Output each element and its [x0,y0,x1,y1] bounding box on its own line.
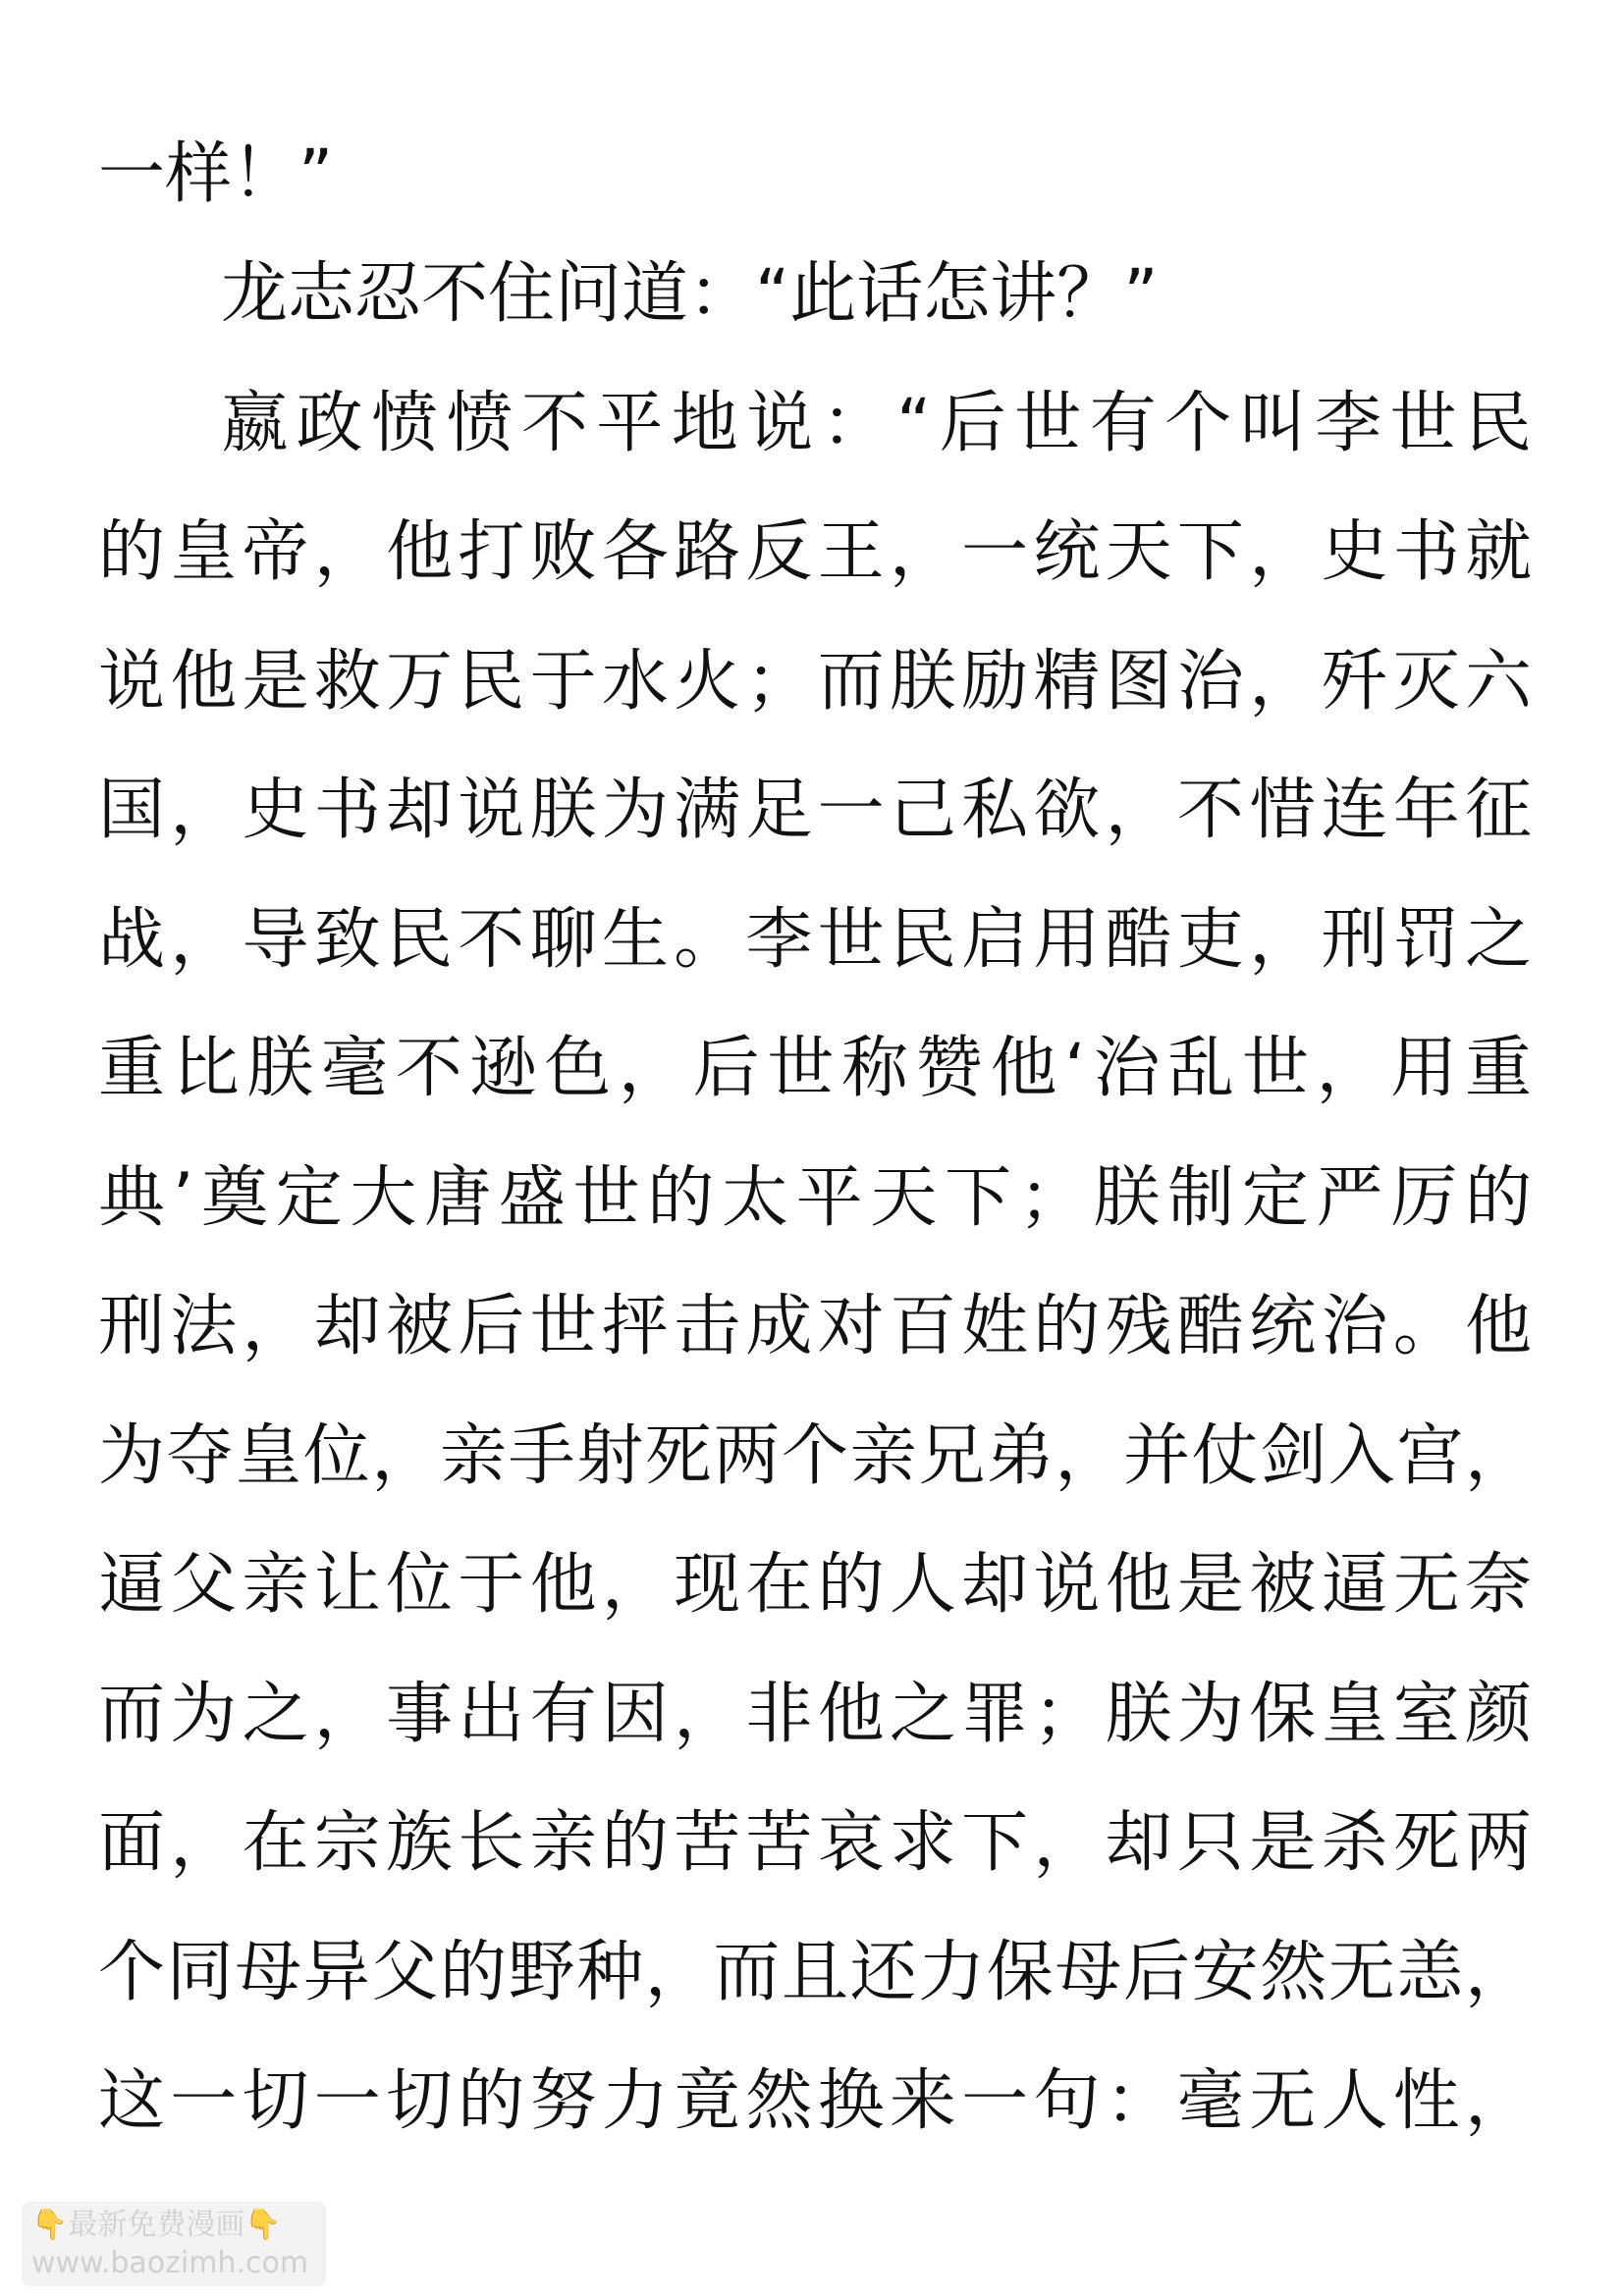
text-line-7: 战，导致民不聊生。李世民启用酷吏，刑罚之 [98,901,1532,979]
text-line-12: 逼父亲让位于他，现在的人却说他是被逼无奈 [98,1546,1532,1624]
text-line-13: 而为之，事出有因，非他之罪；朕为保皇室颜 [98,1676,1532,1753]
text-line-14: 面，在宗族长亲的苦苦哀求下，却只是杀死两 [98,1804,1532,1882]
text-line-15: 个同母异父的野种，而且还力保母后安然无恙， [98,1934,1532,2011]
text-line-4: 的皇帝，他打败各路反王，一统天下，史书就 [98,513,1532,591]
text-line-6: 国，史书却说朕为满足一己私欲，不惜连年征 [98,772,1532,849]
watermark-promo-text: 👇最新免费漫画👇 [31,2208,282,2242]
text-line-3: 嬴政愤愤不平地说：“后世有个叫李世民 [221,385,1532,462]
text-line-16: 这一切一切的努力竟然换来一句：毫无人性， [98,2062,1532,2140]
text-line-1: 一样！” [98,135,334,213]
text-line-11: 为夺皇位，亲手射死两个亲兄弟，并仗剑入宫， [98,1417,1532,1495]
watermark [22,2202,326,2286]
text-line-5: 说他是救万民于水火；而朕励精图治，歼灭六 [98,643,1532,721]
watermark-url: www.baozimh.com [31,2246,309,2280]
text-line-2: 龙志忍不住问道：“此话怎讲？” [221,255,1159,333]
text-line-10: 刑法，却被后世抨击成对百姓的残酷统治。他 [98,1288,1532,1365]
text-line-8: 重比朕毫不逊色，后世称赞他‘治乱世，用重 [98,1030,1532,1107]
text-line-9: 典’奠定大唐盛世的太平天下；朕制定严厉的 [98,1159,1532,1237]
